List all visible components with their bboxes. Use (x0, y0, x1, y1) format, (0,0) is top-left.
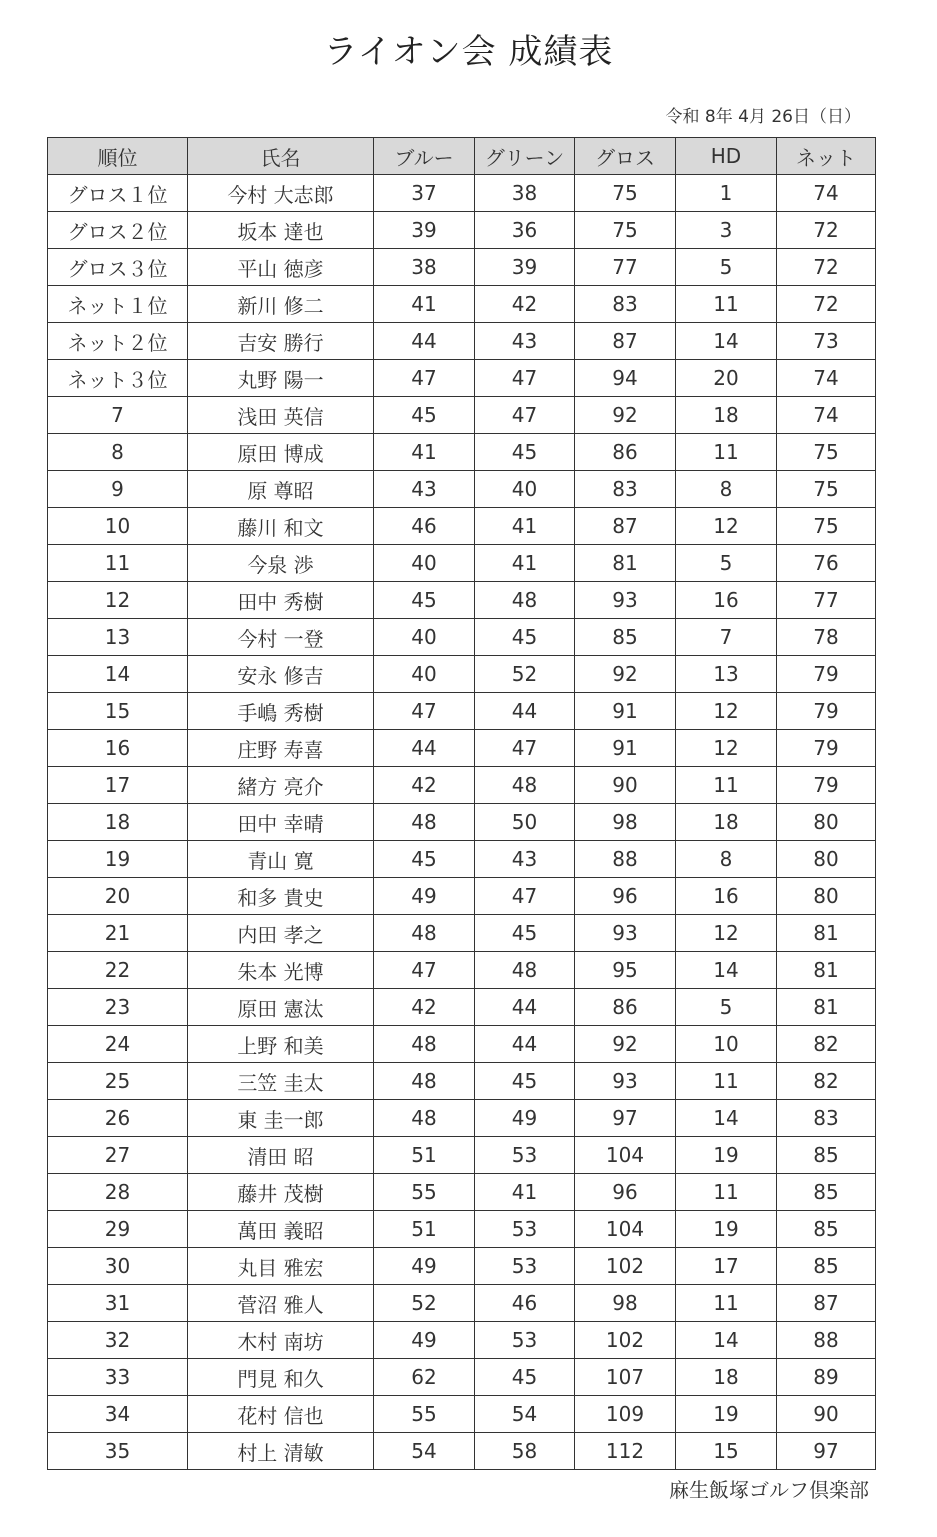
page-title: ライオン会 成績表 (323, 32, 614, 72)
cell-green: 44 (475, 693, 575, 730)
cell-gross: 86 (575, 989, 676, 1026)
cell-gross: 92 (575, 656, 676, 693)
cell-green: 58 (475, 1433, 575, 1470)
cell-name: 庄野 寿喜 (188, 730, 374, 767)
cell-blue: 37 (374, 175, 475, 212)
cell-name: 和多 貴史 (188, 878, 374, 915)
cell-gross: 96 (575, 878, 676, 915)
cell-net: 74 (777, 175, 876, 212)
cell-rank: 19 (48, 841, 188, 878)
cell-name: 緒方 亮介 (188, 767, 374, 804)
cell-rank: 34 (48, 1396, 188, 1433)
table-row (48, 1211, 876, 1248)
cell-net: 85 (777, 1248, 876, 1285)
cell-handicap: 17 (676, 1248, 777, 1285)
cell-rank: 23 (48, 989, 188, 1026)
cell-net: 73 (777, 323, 876, 360)
table-row (48, 1100, 876, 1137)
cell-rank: グロス１位 (48, 175, 188, 212)
cell-rank: 33 (48, 1359, 188, 1396)
cell-green: 47 (475, 360, 575, 397)
cell-net: 76 (777, 545, 876, 582)
cell-name: 原田 憲汰 (188, 989, 374, 1026)
column-header-net: ネット (777, 138, 876, 175)
cell-blue: 48 (374, 1026, 475, 1063)
cell-green: 53 (475, 1211, 575, 1248)
cell-net: 87 (777, 1285, 876, 1322)
cell-net: 72 (777, 286, 876, 323)
table-row (48, 1285, 876, 1322)
cell-rank: 30 (48, 1248, 188, 1285)
cell-blue: 47 (374, 952, 475, 989)
cell-gross: 81 (575, 545, 676, 582)
cell-handicap: 18 (676, 804, 777, 841)
cell-handicap: 12 (676, 730, 777, 767)
cell-blue: 47 (374, 360, 475, 397)
cell-gross: 104 (575, 1211, 676, 1248)
cell-gross: 83 (575, 471, 676, 508)
table-row (48, 1063, 876, 1100)
table-row (48, 1174, 876, 1211)
cell-green: 41 (475, 508, 575, 545)
table-row (48, 212, 876, 249)
cell-green: 47 (475, 730, 575, 767)
cell-net: 79 (777, 730, 876, 767)
cell-blue: 44 (374, 323, 475, 360)
cell-name: 今村 一登 (188, 619, 374, 656)
table-row (48, 323, 876, 360)
cell-rank: 24 (48, 1026, 188, 1063)
table-row (48, 1026, 876, 1063)
cell-net: 74 (777, 360, 876, 397)
table-row (48, 619, 876, 656)
cell-handicap: 12 (676, 693, 777, 730)
cell-handicap: 14 (676, 1100, 777, 1137)
table-row (48, 1433, 876, 1470)
event-date: 令和 8年 4月 26日（日） (665, 107, 861, 127)
cell-name: 上野 和美 (188, 1026, 374, 1063)
cell-gross: 102 (575, 1248, 676, 1285)
cell-name: 内田 孝之 (188, 915, 374, 952)
cell-blue: 40 (374, 656, 475, 693)
table-row (48, 286, 876, 323)
cell-handicap: 11 (676, 1174, 777, 1211)
cell-net: 81 (777, 952, 876, 989)
cell-name: 菅沼 雅人 (188, 1285, 374, 1322)
cell-net: 79 (777, 693, 876, 730)
table-row (48, 582, 876, 619)
table-row (48, 434, 876, 471)
cell-rank: 31 (48, 1285, 188, 1322)
cell-green: 45 (475, 1063, 575, 1100)
cell-name: 安永 修吉 (188, 656, 374, 693)
cell-green: 49 (475, 1100, 575, 1137)
cell-rank: 9 (48, 471, 188, 508)
cell-handicap: 19 (676, 1211, 777, 1248)
table-row (48, 730, 876, 767)
cell-rank: ネット２位 (48, 323, 188, 360)
table-row (48, 952, 876, 989)
cell-gross: 91 (575, 730, 676, 767)
cell-gross: 97 (575, 1100, 676, 1137)
cell-green: 53 (475, 1322, 575, 1359)
table-row (48, 545, 876, 582)
cell-rank: 12 (48, 582, 188, 619)
cell-net: 83 (777, 1100, 876, 1137)
cell-green: 48 (475, 767, 575, 804)
table-row (48, 1248, 876, 1285)
cell-blue: 52 (374, 1285, 475, 1322)
cell-name: 青山 寛 (188, 841, 374, 878)
cell-rank: 22 (48, 952, 188, 989)
cell-name: 原 尊昭 (188, 471, 374, 508)
cell-rank: 10 (48, 508, 188, 545)
club-name: 麻生飯塚ゴルフ倶楽部 (669, 1478, 869, 1502)
cell-net: 72 (777, 249, 876, 286)
table-row (48, 508, 876, 545)
cell-name: 手嶋 秀樹 (188, 693, 374, 730)
cell-name: 藤川 和文 (188, 508, 374, 545)
cell-net: 85 (777, 1174, 876, 1211)
cell-gross: 75 (575, 212, 676, 249)
cell-gross: 96 (575, 1174, 676, 1211)
cell-rank: 21 (48, 915, 188, 952)
cell-blue: 54 (374, 1433, 475, 1470)
cell-green: 39 (475, 249, 575, 286)
cell-handicap: 11 (676, 286, 777, 323)
cell-gross: 93 (575, 582, 676, 619)
table-row (48, 1137, 876, 1174)
cell-rank: 35 (48, 1433, 188, 1470)
cell-handicap: 12 (676, 508, 777, 545)
cell-green: 41 (475, 545, 575, 582)
cell-blue: 43 (374, 471, 475, 508)
cell-handicap: 5 (676, 989, 777, 1026)
cell-gross: 87 (575, 508, 676, 545)
cell-blue: 47 (374, 693, 475, 730)
cell-blue: 45 (374, 582, 475, 619)
cell-handicap: 1 (676, 175, 777, 212)
cell-blue: 42 (374, 989, 475, 1026)
cell-name: 今村 大志郎 (188, 175, 374, 212)
cell-gross: 98 (575, 1285, 676, 1322)
column-header-rank: 順位 (48, 138, 188, 175)
cell-blue: 49 (374, 878, 475, 915)
cell-green: 44 (475, 1026, 575, 1063)
cell-name: 清田 昭 (188, 1137, 374, 1174)
cell-green: 53 (475, 1248, 575, 1285)
cell-rank: 18 (48, 804, 188, 841)
cell-net: 80 (777, 878, 876, 915)
cell-net: 82 (777, 1026, 876, 1063)
cell-gross: 86 (575, 434, 676, 471)
cell-net: 80 (777, 804, 876, 841)
cell-blue: 51 (374, 1211, 475, 1248)
table-header-row (48, 138, 876, 175)
cell-green: 46 (475, 1285, 575, 1322)
cell-net: 72 (777, 212, 876, 249)
cell-blue: 48 (374, 915, 475, 952)
cell-rank: 17 (48, 767, 188, 804)
cell-green: 47 (475, 397, 575, 434)
cell-green: 38 (475, 175, 575, 212)
cell-green: 41 (475, 1174, 575, 1211)
cell-name: 門見 和久 (188, 1359, 374, 1396)
cell-gross: 83 (575, 286, 676, 323)
cell-gross: 98 (575, 804, 676, 841)
cell-net: 90 (777, 1396, 876, 1433)
cell-name: 村上 清敏 (188, 1433, 374, 1470)
table-row (48, 656, 876, 693)
cell-blue: 44 (374, 730, 475, 767)
cell-rank: 26 (48, 1100, 188, 1137)
cell-green: 48 (475, 582, 575, 619)
cell-gross: 94 (575, 360, 676, 397)
table-row (48, 804, 876, 841)
table-row (48, 693, 876, 730)
cell-handicap: 5 (676, 545, 777, 582)
cell-blue: 46 (374, 508, 475, 545)
cell-name: 三笠 圭太 (188, 1063, 374, 1100)
cell-blue: 45 (374, 397, 475, 434)
cell-green: 54 (475, 1396, 575, 1433)
cell-name: 東 圭一郎 (188, 1100, 374, 1137)
cell-gross: 112 (575, 1433, 676, 1470)
cell-rank: 25 (48, 1063, 188, 1100)
cell-green: 52 (475, 656, 575, 693)
cell-handicap: 10 (676, 1026, 777, 1063)
cell-gross: 85 (575, 619, 676, 656)
cell-green: 53 (475, 1137, 575, 1174)
cell-handicap: 11 (676, 1063, 777, 1100)
cell-name: 田中 幸晴 (188, 804, 374, 841)
cell-rank: 7 (48, 397, 188, 434)
column-header-green: グリーン (475, 138, 575, 175)
cell-blue: 48 (374, 1100, 475, 1137)
cell-net: 81 (777, 915, 876, 952)
table-body (48, 175, 876, 1470)
cell-net: 77 (777, 582, 876, 619)
cell-handicap: 7 (676, 619, 777, 656)
cell-handicap: 18 (676, 1359, 777, 1396)
cell-net: 97 (777, 1433, 876, 1470)
column-header-blue: ブルー (374, 138, 475, 175)
cell-name: 朱本 光博 (188, 952, 374, 989)
cell-name: 丸目 雅宏 (188, 1248, 374, 1285)
cell-green: 43 (475, 323, 575, 360)
cell-handicap: 14 (676, 1322, 777, 1359)
cell-blue: 48 (374, 804, 475, 841)
cell-green: 45 (475, 915, 575, 952)
cell-gross: 104 (575, 1137, 676, 1174)
cell-blue: 49 (374, 1322, 475, 1359)
cell-net: 85 (777, 1137, 876, 1174)
cell-net: 79 (777, 656, 876, 693)
cell-green: 47 (475, 878, 575, 915)
cell-gross: 92 (575, 1026, 676, 1063)
cell-gross: 92 (575, 397, 676, 434)
cell-blue: 51 (374, 1137, 475, 1174)
cell-rank: ネット３位 (48, 360, 188, 397)
cell-handicap: 14 (676, 952, 777, 989)
cell-net: 75 (777, 508, 876, 545)
cell-net: 74 (777, 397, 876, 434)
cell-net: 80 (777, 841, 876, 878)
cell-handicap: 19 (676, 1137, 777, 1174)
cell-handicap: 16 (676, 582, 777, 619)
cell-handicap: 5 (676, 249, 777, 286)
column-header-handicap: HD (676, 138, 777, 175)
cell-handicap: 20 (676, 360, 777, 397)
table-row (48, 360, 876, 397)
cell-handicap: 8 (676, 471, 777, 508)
cell-blue: 55 (374, 1174, 475, 1211)
cell-rank: 15 (48, 693, 188, 730)
table-row (48, 175, 876, 212)
cell-blue: 39 (374, 212, 475, 249)
cell-rank: 8 (48, 434, 188, 471)
cell-rank: ネット１位 (48, 286, 188, 323)
results-table (47, 137, 876, 1470)
cell-blue: 40 (374, 619, 475, 656)
cell-blue: 38 (374, 249, 475, 286)
cell-gross: 109 (575, 1396, 676, 1433)
cell-name: 平山 徳彦 (188, 249, 374, 286)
cell-gross: 77 (575, 249, 676, 286)
cell-gross: 95 (575, 952, 676, 989)
cell-gross: 90 (575, 767, 676, 804)
cell-gross: 107 (575, 1359, 676, 1396)
table-row (48, 1359, 876, 1396)
cell-rank: 13 (48, 619, 188, 656)
cell-blue: 48 (374, 1063, 475, 1100)
column-header-name: 氏名 (188, 138, 374, 175)
column-header-gross: グロス (575, 138, 676, 175)
table-row (48, 1396, 876, 1433)
cell-net: 82 (777, 1063, 876, 1100)
cell-blue: 41 (374, 286, 475, 323)
cell-green: 44 (475, 989, 575, 1026)
cell-blue: 41 (374, 434, 475, 471)
table-row (48, 249, 876, 286)
cell-name: 新川 修二 (188, 286, 374, 323)
cell-name: 木村 南坊 (188, 1322, 374, 1359)
cell-net: 85 (777, 1211, 876, 1248)
cell-gross: 75 (575, 175, 676, 212)
cell-net: 75 (777, 471, 876, 508)
cell-rank: 20 (48, 878, 188, 915)
cell-handicap: 3 (676, 212, 777, 249)
cell-green: 45 (475, 434, 575, 471)
cell-net: 88 (777, 1322, 876, 1359)
cell-green: 36 (475, 212, 575, 249)
cell-gross: 87 (575, 323, 676, 360)
cell-blue: 55 (374, 1396, 475, 1433)
cell-rank: 28 (48, 1174, 188, 1211)
table-row (48, 841, 876, 878)
table-row (48, 767, 876, 804)
table-row (48, 989, 876, 1026)
cell-name: 萬田 義昭 (188, 1211, 374, 1248)
cell-green: 45 (475, 619, 575, 656)
cell-name: 藤井 茂樹 (188, 1174, 374, 1211)
cell-handicap: 15 (676, 1433, 777, 1470)
cell-gross: 102 (575, 1322, 676, 1359)
cell-net: 75 (777, 434, 876, 471)
cell-name: 吉安 勝行 (188, 323, 374, 360)
table-row (48, 397, 876, 434)
table-row (48, 915, 876, 952)
cell-handicap: 14 (676, 323, 777, 360)
cell-name: 今泉 渉 (188, 545, 374, 582)
cell-net: 89 (777, 1359, 876, 1396)
cell-name: 田中 秀樹 (188, 582, 374, 619)
cell-green: 45 (475, 1359, 575, 1396)
cell-name: 原田 博成 (188, 434, 374, 471)
cell-green: 42 (475, 286, 575, 323)
cell-gross: 91 (575, 693, 676, 730)
cell-gross: 93 (575, 1063, 676, 1100)
cell-blue: 45 (374, 841, 475, 878)
cell-handicap: 16 (676, 878, 777, 915)
cell-blue: 62 (374, 1359, 475, 1396)
cell-handicap: 19 (676, 1396, 777, 1433)
table-row (48, 878, 876, 915)
cell-handicap: 8 (676, 841, 777, 878)
cell-net: 78 (777, 619, 876, 656)
cell-blue: 42 (374, 767, 475, 804)
cell-rank: グロス２位 (48, 212, 188, 249)
cell-handicap: 18 (676, 397, 777, 434)
cell-blue: 40 (374, 545, 475, 582)
cell-handicap: 12 (676, 915, 777, 952)
cell-name: 丸野 陽一 (188, 360, 374, 397)
cell-rank: 11 (48, 545, 188, 582)
cell-name: 花村 信也 (188, 1396, 374, 1433)
cell-green: 43 (475, 841, 575, 878)
cell-handicap: 13 (676, 656, 777, 693)
cell-green: 40 (475, 471, 575, 508)
cell-net: 81 (777, 989, 876, 1026)
cell-net: 79 (777, 767, 876, 804)
cell-rank: 16 (48, 730, 188, 767)
cell-rank: グロス３位 (48, 249, 188, 286)
cell-blue: 49 (374, 1248, 475, 1285)
cell-gross: 88 (575, 841, 676, 878)
cell-rank: 29 (48, 1211, 188, 1248)
table-row (48, 1322, 876, 1359)
cell-green: 50 (475, 804, 575, 841)
cell-rank: 14 (48, 656, 188, 693)
cell-rank: 27 (48, 1137, 188, 1174)
cell-gross: 93 (575, 915, 676, 952)
cell-handicap: 11 (676, 1285, 777, 1322)
cell-handicap: 11 (676, 434, 777, 471)
table-row (48, 471, 876, 508)
cell-name: 坂本 達也 (188, 212, 374, 249)
cell-handicap: 11 (676, 767, 777, 804)
cell-name: 浅田 英信 (188, 397, 374, 434)
cell-rank: 32 (48, 1322, 188, 1359)
cell-green: 48 (475, 952, 575, 989)
